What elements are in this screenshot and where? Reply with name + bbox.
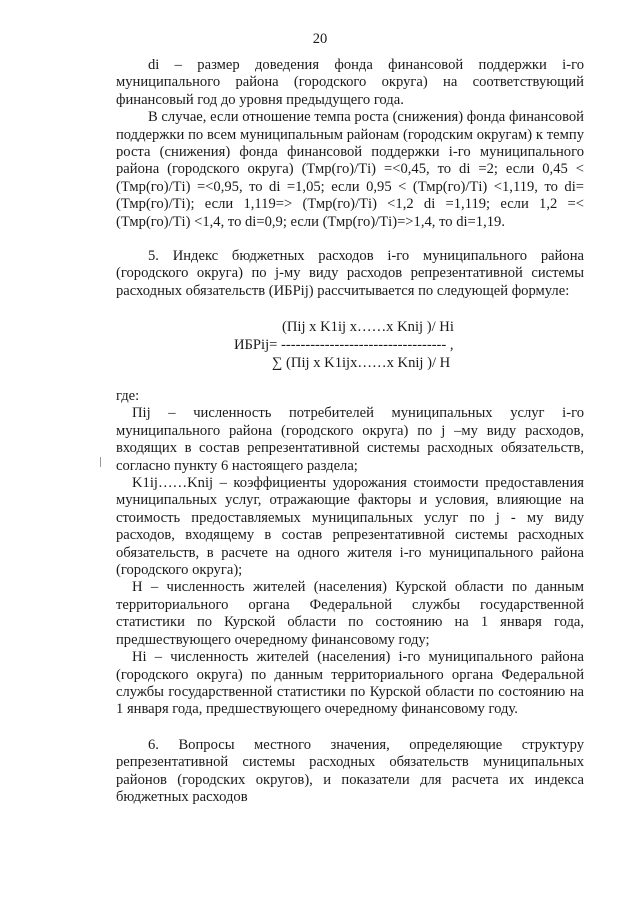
where-label: где:: [116, 388, 140, 404]
paragraph-di-definition: di – размер доведения фонда финансовой поддержки i-го муниципального района (городского округа) на соответствующий финансовый год до уровня предыдущего года.: [116, 57, 584, 108]
definition-h: Н – численность жителей (населения) Курской области по данным территориального органа Федеральной службы государственной статистики по Курской области по состоянию на 1 января года, предшествующего очередному финансовому году;: [116, 579, 584, 648]
body-text: [116, 57, 584, 300]
formula-lhs: ИБРij: [234, 337, 270, 353]
definition-pij: Пij – численность потребителей муниципальных услуг i-го муниципального района (городского округа) по j –му виду расходов, входящих в состав репрезентативной системы расходных обязательств, согласно пункту 6 настоящего раздела;: [116, 405, 584, 474]
formula-denominator: ∑ (Пij x K1ijx……x Knij )/ H: [272, 355, 451, 371]
definition-hi: Нi – численность жителей (населения) i-го муниципального района (городского округа) по данным территориального органа Федеральной службы государственной статистики по Курской области по состоянию на 1 января года, предшествующего очередному финансовому году.: [116, 649, 584, 718]
formula-lhs-line: [234, 336, 454, 354]
paragraph-di-cases: В случае, если отношение темпа роста (снижения) фонда финансовой поддержки по всем муниципальным районам (городским округам) к темпу роста (снижения) фонда финансовой поддержки i-го муниципального района (городского округа) (Тмр(го)/Тi) =<0,45, то di =2; если 0,45 < (Тмр(го)/Тi) =<0,95, то di =1,05; если 0,95 < (Тмр(го)/Тi) <1,119, то di=(Тмр(го)/Тi); если 1,119=> (Тмр(го)/Тi) <1,2 di =1,119; если 1,2 =< (Тмр(го)/Тi) <1,4, то di=0,9; если (Тмр(го)/Тi)=>1,4, то di=1,19.: [116, 109, 584, 230]
margin-mark: [100, 457, 101, 467]
definitions-block: [116, 388, 584, 806]
page-number: 20: [312, 31, 328, 47]
formula-divider: = ---------------------------------- ,: [269, 337, 454, 353]
section-5-intro: 5. Индекс бюджетных расходов i-го муниципального района (городского округа) по j-му виду расходов репрезентативной системы расходных обязательств (ИБРij) рассчитывается по следующей формуле:: [116, 248, 584, 299]
definition-k: K1ij……Knij – коэффициенты удорожания стоимости предоставления муниципальных услуг, отражающие факторы и условия, влияющие на стоимость предоставляемых муниципальных услуг по j - му виду расходов, входящему в состав репрезентативной системы расходных обязательств, в расчете на одного жителя i-го муниципального района (городского округа);: [116, 475, 584, 579]
formula-numerator: (Пij x K1ij x……x Knij )/ Hi: [282, 319, 454, 335]
section-6-intro: 6. Вопросы местного значения, определяющие структуру репрезентативной системы расходных обязательств муниципальных районов (городских округов), и показатели для расчета их индекса бюджетных расходов: [116, 736, 584, 805]
